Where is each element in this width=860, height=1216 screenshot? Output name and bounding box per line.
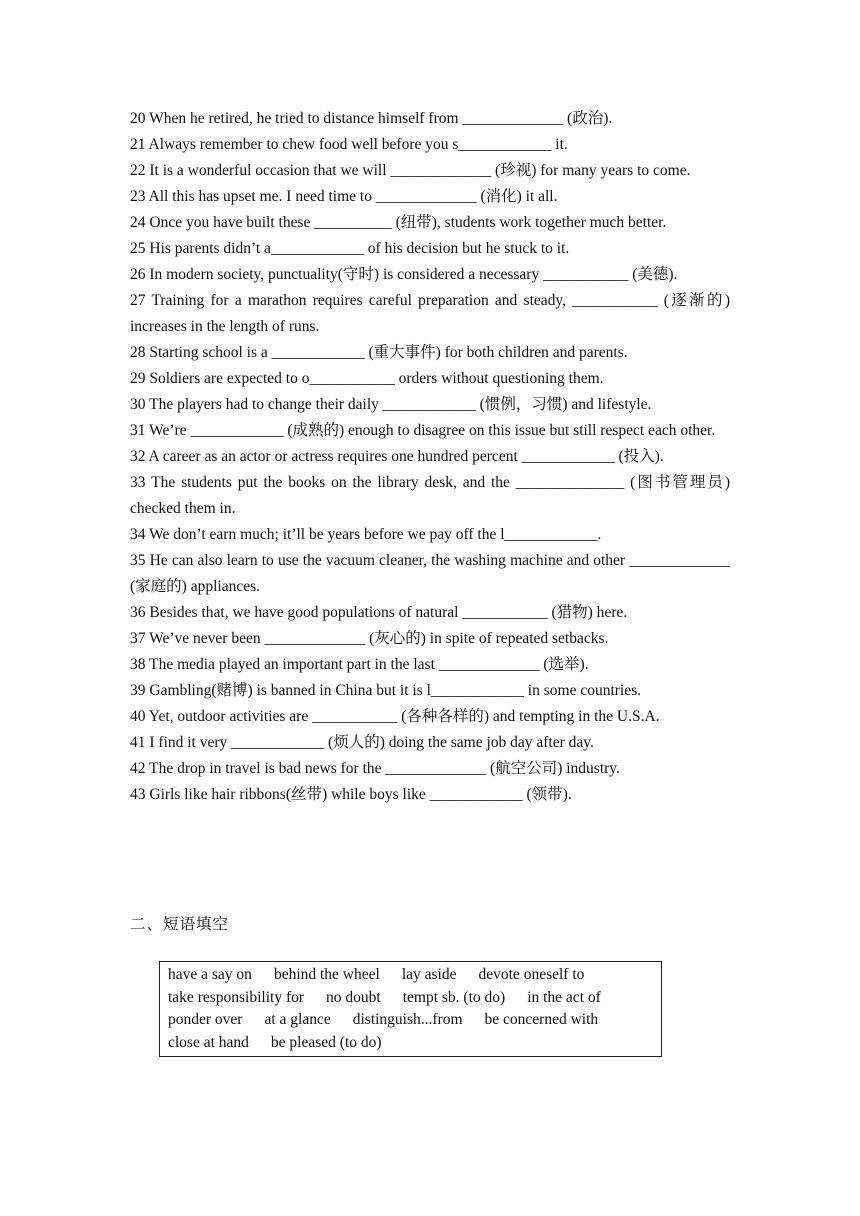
phrase-item: ponder over xyxy=(168,1011,243,1028)
question-list xyxy=(130,106,730,808)
question-item: 20 When he retired, he tried to distance himself from _____________ (政治). xyxy=(130,110,613,127)
question-item: 40 Yet, outdoor activities are ___________ (各种各样的) and tempting in the U.S.A. xyxy=(130,708,660,725)
section-heading: 二、短语填空 xyxy=(130,916,230,933)
phrase-item: distinguish...from xyxy=(352,1011,463,1028)
question-item: 23 All this has upset me. I need time to _____________ (消化) it all. xyxy=(130,188,558,205)
phrase-item: behind the wheel xyxy=(273,966,380,983)
question-item: 22 It is a wonderful occasion that we will _____________ (珍视) for many years to come. xyxy=(130,162,691,179)
question-item: 36 Besides that, we have good populations of natural ___________ (猎物) here. xyxy=(130,604,628,621)
question-item: 27 Training for a marathon requires careful preparation and steady, ___________ (逐渐的) increases in the length of runs. xyxy=(130,292,730,335)
question-item: 32 A career as an actor or actress requires one hundred percent ____________ (投入). xyxy=(130,448,664,465)
question-item: 33 The students put the books on the library desk, and the ______________ (图书管理员) checked them in. xyxy=(130,474,730,517)
phrase-row xyxy=(168,987,661,1010)
phrase-item: tempt sb. (to do) xyxy=(402,988,506,1006)
phrase-item: devote oneself to xyxy=(478,966,585,983)
phrase-item: be pleased (to do) xyxy=(270,1033,382,1051)
question-item: 35 He can also learn to use the vacuum cleaner, the washing machine and other _____________ (家庭的) appliances. xyxy=(130,552,730,595)
question-item: 37 We’ve never been _____________ (灰心的) in spite of repeated setbacks. xyxy=(130,630,609,647)
question-item: 26 In modern society, punctuality(守时) is considered a necessary ___________ (美德). xyxy=(130,266,678,283)
phrase-item: lay aside xyxy=(401,966,457,983)
phrase-row xyxy=(168,1009,661,1032)
phrase-bank-box xyxy=(159,961,662,1057)
question-item: 38 The media played an important part in the last _____________ (选举). xyxy=(130,656,589,673)
question-item: 21 Always remember to chew food well before you s____________ it. xyxy=(130,136,568,153)
phrase-item: no doubt xyxy=(326,988,381,1006)
phrase-item: at a glance xyxy=(264,1011,331,1028)
phrase-item: be concerned with xyxy=(484,1011,599,1028)
question-item: 28 Starting school is a ____________ (重大事件) for both children and parents. xyxy=(130,344,628,361)
phrase-row xyxy=(168,1032,661,1055)
question-item: 39 Gambling(赌博) is banned in China but it is l____________ in some countries. xyxy=(130,682,642,699)
question-item: 31 We’re ____________ (成熟的) enough to disagree on this issue but still respect each other. xyxy=(130,422,716,439)
phrase-item: have a say on xyxy=(168,966,252,983)
question-item: 43 Girls like hair ribbons(丝带) while boys like ____________ (领带). xyxy=(130,786,572,803)
question-item: 29 Soldiers are expected to o___________ orders without questioning them. xyxy=(130,370,604,387)
question-item: 25 His parents didn’t a____________ of his decision but he stuck to it. xyxy=(130,240,570,257)
phrase-item: take responsibility for xyxy=(168,988,305,1006)
phrase-row xyxy=(168,964,661,987)
question-item: 41 I find it very ____________ (烦人的) doing the same job day after day. xyxy=(130,734,594,751)
question-item: 30 The players had to change their daily ____________ (惯例，习惯) and lifestyle. xyxy=(130,396,652,413)
question-item: 24 Once you have built these __________ (纽带), students work together much better. xyxy=(130,214,667,231)
phrase-item: close at hand xyxy=(168,1033,249,1051)
question-item: 42 The drop in travel is bad news for the _____________ (航空公司) industry. xyxy=(130,760,620,777)
question-item: 34 We don’t earn much; it’ll be years before we pay off the l____________. xyxy=(130,526,602,543)
phrase-item: in the act of xyxy=(527,988,601,1006)
